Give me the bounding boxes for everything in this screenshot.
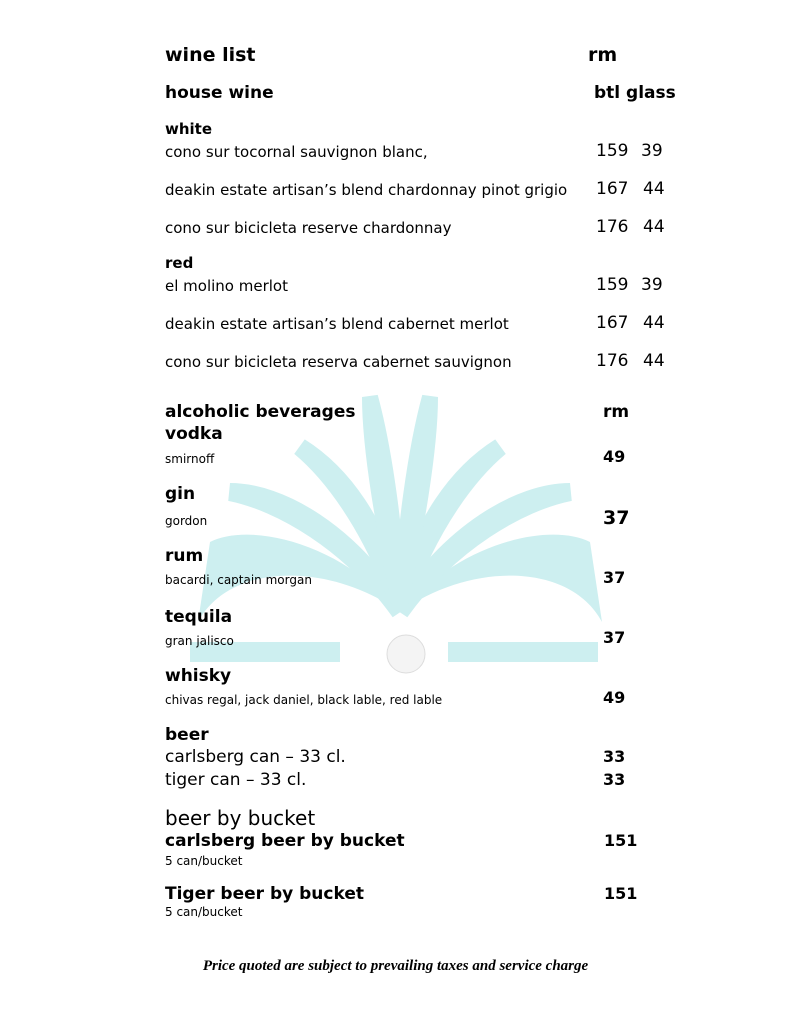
brand-list: chivas regal, jack daniel, black lable, red lable [165,693,443,707]
price: 49 [603,688,626,707]
white-heading: white [165,120,213,138]
glass-price: 44 [643,313,665,333]
price: 151 [604,884,638,903]
wine-item: deakin estate artisan’s blend chardonnay pinot grigio [165,181,568,199]
btl-glass-header: btl glass [594,83,676,103]
footer-note: Price quoted are subject to prevailing taxes and service charge [202,958,589,974]
bucket-item: Tiger beer by bucket [165,884,364,904]
red-heading: red [165,254,194,272]
price: 33 [603,747,626,766]
category-heading: vodka [165,424,223,444]
wine-item: el molino merlot [165,277,288,295]
brand-list: smirnoff [165,452,215,466]
wine-list-title: wine list [165,44,256,66]
price: 37 [603,568,626,587]
beer-heading: beer [165,725,209,745]
btl-price: 176 [596,351,629,371]
wine-currency-label: rm [588,44,618,66]
glass-price: 44 [643,351,665,371]
price: 37 [603,507,630,529]
category-heading: gin [165,484,196,504]
btl-price: 176 [596,217,629,237]
btl-price: 159 [596,141,629,161]
alcoholic-beverages-heading: alcoholic beverages [165,402,356,422]
category-heading: rum [165,546,204,566]
price: 33 [603,770,626,789]
wine-item: deakin estate artisan’s blend cabernet merlot [165,315,509,333]
wine-item: cono sur tocornal sauvignon blanc, [165,143,428,161]
category-heading: tequila [165,607,233,627]
price: 37 [603,628,626,647]
alcohol-currency-label: rm [603,402,630,422]
brand-list: gran jalisco [165,634,234,648]
bucket-item: carlsberg beer by bucket [165,831,405,851]
bucket-note: 5 can/bucket [165,905,243,919]
bucket-note: 5 can/bucket [165,854,243,868]
glass-price: 39 [641,275,663,295]
btl-price: 167 [596,179,629,199]
btl-price: 159 [596,275,629,295]
price: 151 [604,831,638,850]
price: 49 [603,447,626,466]
beer-item: carlsberg can – 33 cl. [165,747,346,767]
glass-price: 39 [641,141,663,161]
house-wine-heading: house wine [165,83,274,103]
category-heading: whisky [165,666,232,686]
beer-bucket-heading: beer by bucket [165,806,316,830]
wine-item: cono sur bicicleta reserva cabernet sauvignon [165,353,512,371]
brand-list: gordon [165,514,208,528]
brand-list: bacardi, captain morgan [165,573,312,587]
beer-item: tiger can – 33 cl. [165,770,307,790]
btl-price: 167 [596,313,629,333]
glass-price: 44 [643,179,665,199]
watermark-logo [190,392,610,677]
glass-price: 44 [643,217,665,237]
wine-item: cono sur bicicleta reserve chardonnay [165,219,452,237]
